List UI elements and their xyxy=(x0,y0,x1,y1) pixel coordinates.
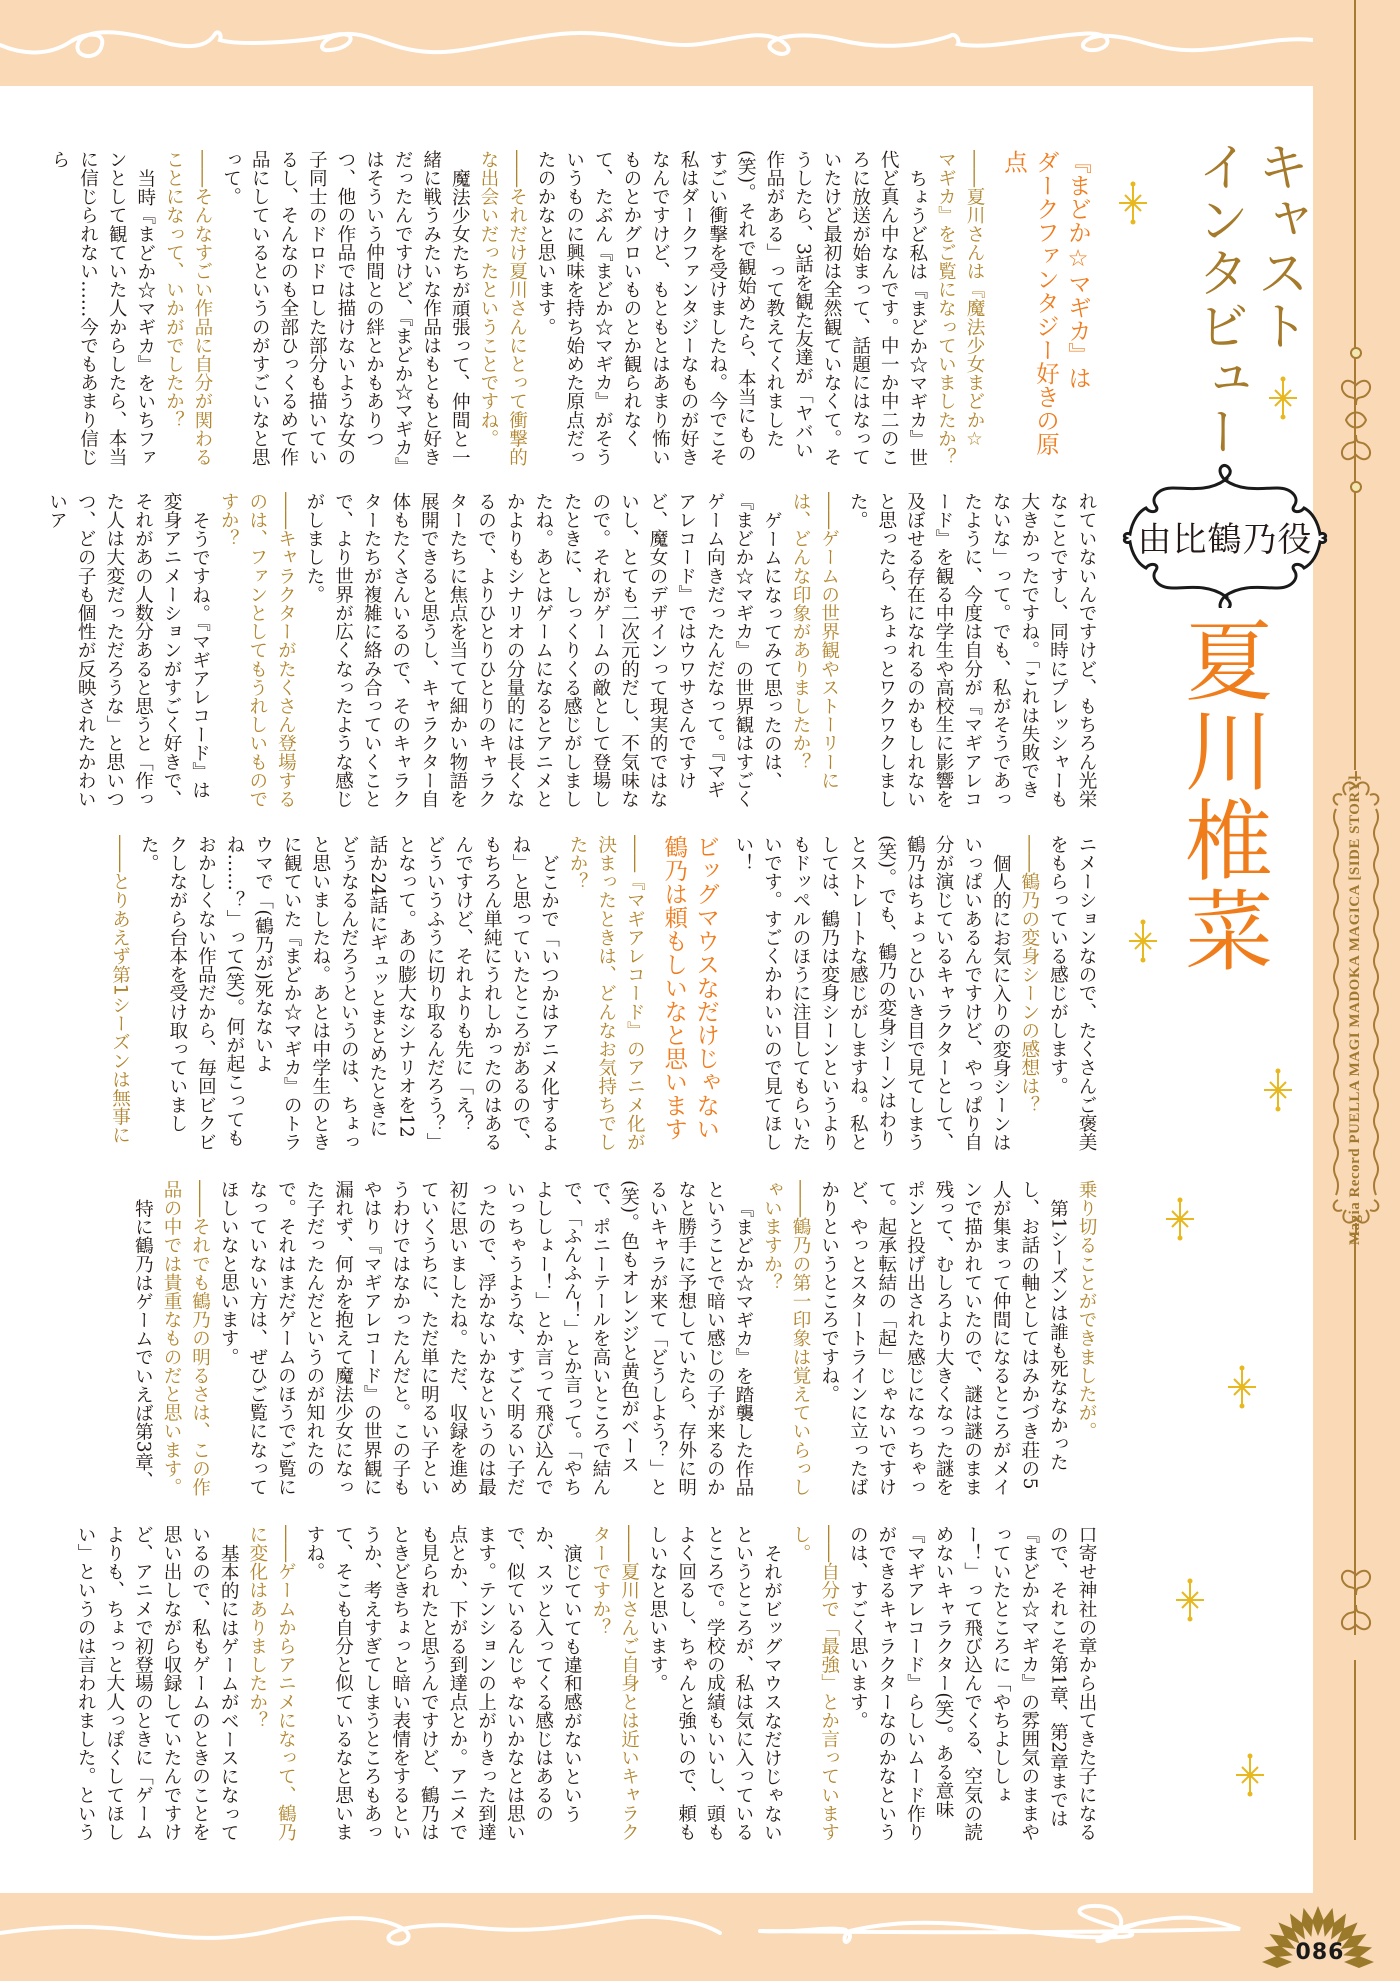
top-decorative-band xyxy=(0,0,1400,86)
section-heading-line: ダークファンタジー好きの原点 xyxy=(1000,150,1060,456)
interview-answer: そうですね。『マギアレコード』は変身アニメーションがすごく好きで、それがあの人数分あると思うと「作った人は大変だっただろうな」と思いつつ、どの子も個性が反映されたかわいいア xyxy=(46,492,211,809)
article-tier-2 xyxy=(46,492,1100,810)
article-tier-1 xyxy=(49,150,1100,468)
interview-answer: ゲームになってみて思ったのは、『まどか☆マギカ』の世界観はすごくゲーム向きだったんだなって。『マギアレコード』ではウワサさんですけど、魔女のデザインって現実的ではないし、とても二次元的だし、不気味なので。それがゲームの敵として登場したときに、しっくりくる感じがしましたね。あとはゲームになるとアニメとかよりもシナリオの分量的には長くなるので、よりひとりひとりのキャラクターたちに焦点を当てて細かい物語を展開できると思うし、キャラクター自体もたくさんいるので、そのキャラクターたちが複雑に絡み合っていくことで、より世界が広くなったような感じがしました。 xyxy=(303,492,783,809)
interview-answer: 基本的にはゲームがベースになっているので、私もゲームのときのことを思い出しながら収録していたんですけど、アニメで初登場のときに「ゲームよりも、ちょっと大人っぽくしてほしい」というのは言われました。という xyxy=(75,1525,240,1842)
sparkle-icon xyxy=(1162,1196,1198,1242)
role-label: 由比鶴乃役 xyxy=(1137,520,1313,560)
sunburst-diamond xyxy=(1312,1906,1324,1936)
section-heading xyxy=(658,835,722,1153)
interview-answer: ニメーションなので、たくさんご褒美をもらっている感じがします。 xyxy=(1047,835,1097,1152)
interview-question: ――鶴乃の変身シーンの感想は？ xyxy=(1018,835,1040,1114)
sparkle-icon xyxy=(1224,1364,1260,1410)
series-label-text: Magia Record PUELLA MAGI MADOKA MAGICA [SIDE STORY] xyxy=(1346,774,1363,1246)
sparkle-icon xyxy=(1265,375,1301,421)
interview-question: ――ゲームからアニメになって、鶴乃に変化はありましたか？ xyxy=(246,1525,297,1842)
band-ornament-icon xyxy=(1330,1545,1382,1655)
interview-answer: 第1シーズンは誰も死ななかったし、お話の軸としてはみかづき荘の5人が集まって仲間になるところがメインで描かれていたので、謎は謎のまま残って、むしろより大きくなった謎をポンと投げ出された感じになっちゃって。起承転結の「起」じゃないですけど、やっとスタートラインに立ったばかりというところですね。 xyxy=(818,1180,1069,1497)
sparkle-icon xyxy=(1172,1577,1208,1623)
interview-question: ――そんなすごい作品に自分が関わることになって、いかがでしたか？ xyxy=(163,150,213,467)
interview-answer: それがビッグマウスなだけじゃないというところが、私は気に入っているところで。学校の成績もいいし、頭もよく回るし、ちゃんと強いので、頼もしいなと思います。 xyxy=(647,1525,783,1842)
interview-question: ――それだけ夏川さんにとって衝撃的な出会いだったということですね。 xyxy=(477,150,528,467)
article-tier-5 xyxy=(75,1525,1100,1843)
bottom-decorative-band xyxy=(0,1893,1400,1981)
sunburst-diamond xyxy=(1262,1956,1292,1968)
title-line: インタビュー xyxy=(1188,140,1248,458)
section-heading xyxy=(998,150,1094,468)
interview-question: ――鶴乃の第一印象は覚えていらっしゃいますか？ xyxy=(761,1180,812,1497)
interview-question: ――それでも鶴乃の明るさは、この作品の中では貴重なものだと思います。 xyxy=(161,1180,211,1497)
article-tier-3 xyxy=(95,835,1100,1153)
interview-answer: 口寄せ神社の章から出てきた子になるので、それこそ第1章、第2章までは『まどか☆マギカ』の雰囲気のままやっていたところに「やちよししょー！」って飛び込んでくる、空気の読めないキャラクター(笑)。ある意味『マギアレコード』らしいムード作りができるキャラクターなのかなというのは、すごく思います。 xyxy=(847,1525,1097,1842)
sparkle-icon xyxy=(1115,180,1151,226)
interview-answer: 『まどか☆マギカ』を踏襲した作品ということで暗い感じの子が来るのかなと勝手に予想していたら、存外に明るいキャラが来て「どうしよう？」と(笑)。色もオレンジと黄色がベースで、ポニーテールを高いところで結んで、「ふんふん！」とか言って。「やちよししょー！」とか言って飛び込んでいっちゃうような、すごく明るい子だったので、浮かないかなというのは最初に思いましたね。ただ、収録を進めていくうちに、ただ単に明るい子というわけではなかったんだと。この子もやはり『マギアレコード』の世界観に漏れず、何かを抱えて魔法少女になった子だったんだというのが知れたので。それはまだゲームのほうでご覧になっていない方は、ぜひご覧になってほしいなと思います。 xyxy=(218,1180,754,1497)
title-line: キャスト xyxy=(1248,140,1308,352)
band-ornament-icon xyxy=(1330,345,1382,495)
interview-answer: 演じていても違和感がないというか、スッと入ってくる感じはあるので、似ているんじゃないかなとは思います。テンションの上がりきった到達点とか、下がる到達点とか。アニメでも見られたと思うんですけど、鶴乃はときどきちょっと暗い表情をするというか、考えすぎてしまうところもあって、そこも自分と似ているなと思いますね。 xyxy=(303,1525,583,1842)
article-tier-4 xyxy=(95,1180,1100,1498)
interviewee-name: 夏川椎菜 xyxy=(1171,615,1274,975)
interview-answer: どこかで「いつかはアニメ化するよね」と思っていたところがあるので、もちろん単純にうれしかったのはあるんですけど、それよりも先に「え？ どういうふうに切り取るんだろう？」となって。あの膨大なシナリオを12話か24話にギュッとまとめたときにどうなるんだろうというのは、ちょっと思いましたね。あとは中学生のときに観ていた『まどか☆マギカ』のトラウマで「(鶴乃が)死なないよね……？」って(笑)。何が起こってもおかしくない作品だから、毎回ビクビクしながら台本を受け取っていました。 xyxy=(138,835,560,1152)
section-heading-line: ビッグマウスなだけじゃない xyxy=(692,835,721,1141)
interview-answer: 魔法少女たちが頑張って、仲間と一緒に戦うみたいな作品はもともと好きだったんですけど、『まどか☆マギカ』はそういう仲間との絆とかもありつつ、他の作品では描けないような女の子同士のドロドロした部分も描いているし、そんなのも全部ひっくるめて作品にしているというのがすごいなと思って。 xyxy=(220,150,471,467)
section-heading-line: 『まどか☆マギカ』は xyxy=(1064,150,1092,390)
interview-question: ――自分で「最強」とか言っていますし。 xyxy=(790,1525,840,1842)
interview-question: ――キャラクターがたくさん登場するのは、ファンとしてもうれしいものですか？ xyxy=(218,492,297,809)
sparkle-icon xyxy=(1260,1067,1296,1113)
swirl-ornament-bottom xyxy=(0,1893,1400,1981)
interview-question: ――ゲームの世界観やストーリーには、どんな印象がありましたか？ xyxy=(790,492,840,790)
swirl-ornament-top xyxy=(0,0,1400,86)
sparkle-icon xyxy=(1125,918,1161,964)
interview-answer: 特に鶴乃はゲームでいえば第3章、 xyxy=(132,1198,154,1490)
interview-question: ――とりあえず第1シーズンは無事に xyxy=(109,835,131,1145)
interview-question: ――夏川さんご自身とは近いキャラクターですか？ xyxy=(589,1525,640,1842)
interview-answer: 当時『まどか☆マギカ』をいちファンとして観ていた人からしたら、本当に信じられない……今でもあまり信じら xyxy=(49,150,156,467)
interview-answer: ちょうど私は『まどか☆マギカ』世代ど真ん中なんです。中一か中二のころに放送が始まって、話題にはなっていたけど最初は全然観ていなくて。そうしたら、3話を観た友達が「ヤバい作品がある」って教えてくれました(笑)。それで観始めたら、本当にものすごい衝撃を受けましたね。今でこそ私はダークファンタジーなものが好きなんですけど、もともとはあまり怖いものとかグロいものとか観られなくて、たぶん『まどか☆マギカ』がそういうものに興味を持ち始めた原点だったのかなと思います。 xyxy=(535,150,928,467)
band-divider-line xyxy=(1354,1660,1356,1840)
page-number: 086 xyxy=(1295,1940,1345,1965)
section-heading-line: 鶴乃は頼もしいなと思います xyxy=(660,835,689,1141)
interview-answer: れていないんですけど、もちろん光栄なことですし、同時にプレッシャーも大きかったですね。「これは失敗できないな」って。でも、私がそうであったように、今度は自分が『マギアレコード』を観る中学生や高校生に影響を及ぼせる存在になれるのかもしれないと思ったら、ちょっとワクワクしました。 xyxy=(847,492,1097,809)
series-side-label xyxy=(1334,774,1376,1246)
interview-answer: 個人的にお気に入りの変身シーンはいっぱいあるんですけど、やっぱり自分が演じているキャラクターとして、鶴乃はちょっとひいき目で見てしまう(笑)。でも、鶴乃の変身シーンはわりとストレートな感じがしますね。私としては、鶴乃は変身シーンというよりもドッペルのほうに注目してもらいたいです。すごくかわいいので見てほしい！ xyxy=(732,835,1012,1152)
interview-question: ――『マギアレコード』のアニメ化が決まったときは、どんなお気持ちでしたか？ xyxy=(567,835,646,1152)
interview-question: ――夏川さんは『魔法少女まどか☆マギカ』をご覧になっていましたか？ xyxy=(935,150,985,467)
sparkle-icon xyxy=(1232,1752,1268,1798)
interview-question: 乗り切ることができましたが。 xyxy=(1076,1180,1097,1441)
